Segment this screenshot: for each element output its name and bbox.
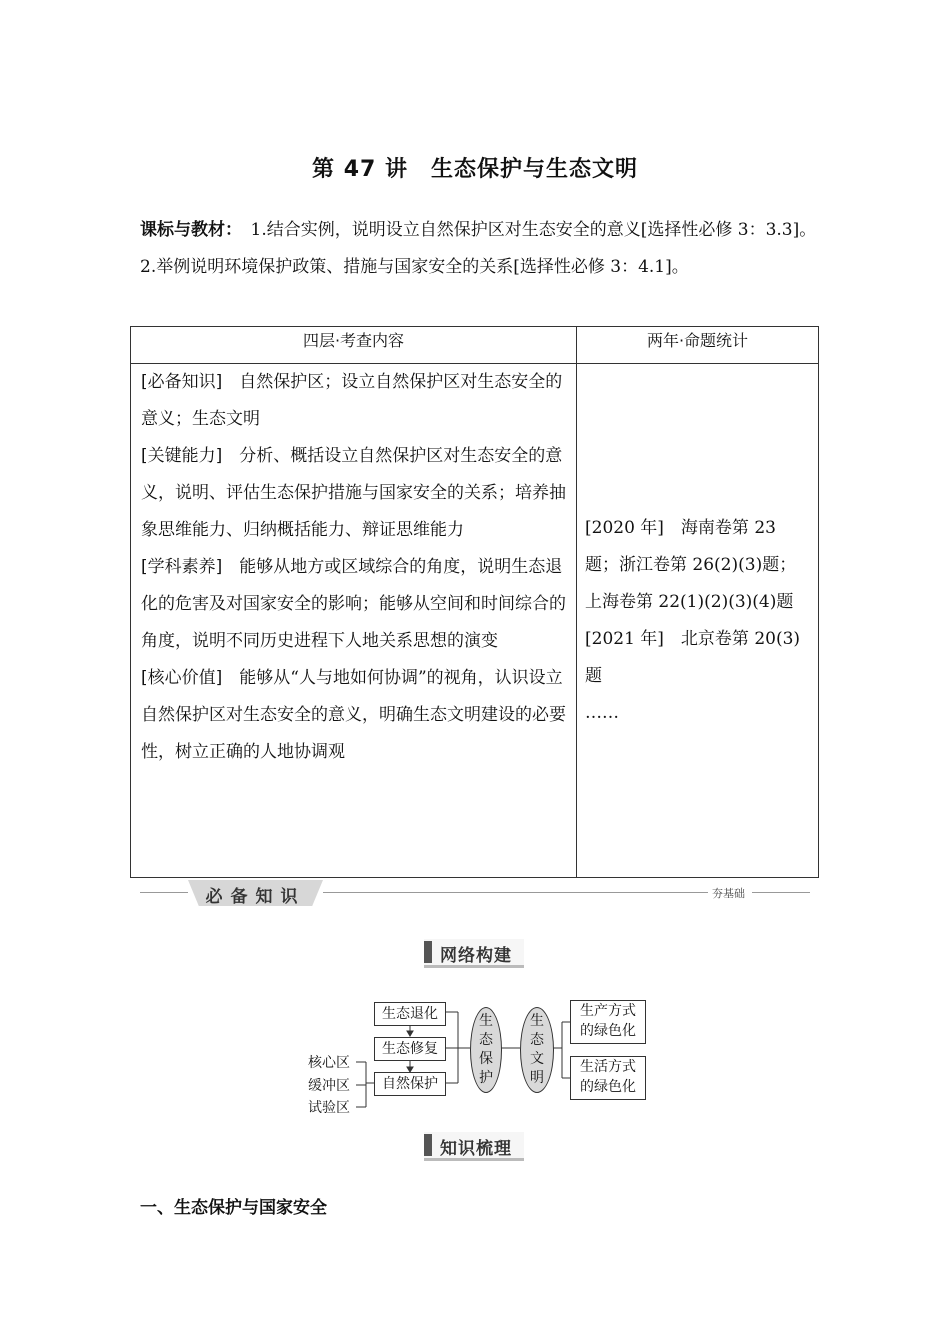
content-item (141, 438, 566, 549)
banner-line-mid (323, 892, 708, 893)
ellipse-ecological-civilization: 生 态 文 明 (520, 1007, 554, 1093)
banner-line-left (140, 892, 188, 893)
content-item (141, 549, 566, 660)
stats-tag: [2021 年] (585, 628, 664, 649)
content-cell (131, 364, 577, 878)
side-label-buffer: 缓冲区 (308, 1078, 350, 1094)
content-item (141, 364, 566, 438)
side-label-core: 核心区 (308, 1055, 350, 1071)
page-title: 第 47 讲 生态保护与生态文明 (312, 157, 638, 182)
network-heading (424, 939, 524, 968)
intro-text: 1.结合实例，说明设立自然保护区对生态安全的意义[选择性必修 3：3.3]。2.举例说明环境保护政策、措施与国家安全的关系[选择性必修 3：4.1]。 (140, 220, 817, 277)
heading-bar-icon (424, 941, 432, 963)
stats-item (585, 621, 810, 695)
knowledge-heading-text: 知识梳理 (440, 1139, 512, 1159)
item-text: 分析、概括设立自然保护区对生态安全的意义，说明、评估生态保护措施与国家安全的关系；培养抽象思维能力、归纳概括能力、辩证思维能力 (141, 446, 566, 540)
section-heading: 一、生态保护与国家安全 (140, 1198, 327, 1218)
heading-bar-icon (424, 1134, 432, 1156)
intro-label: 课标与教材： (140, 220, 234, 240)
diagram-box-ecological-restoration: 生态修复 (374, 1037, 446, 1061)
stats-text: 海南卷第 23 题；浙江卷第 26(2)(3)题；上海卷第 22(1)(2)(3)(4)题 (585, 517, 797, 612)
ellipse-ecological-protection: 生 态 保 护 (470, 1007, 502, 1093)
banner-line-right (752, 892, 810, 893)
item-text: 能够从“人与地如何协调”的视角，认识设立自然保护区对生态安全的意义，明确生态文明建设的必要性，树立正确的人地协调观 (141, 668, 566, 762)
header-right: 两年·命题统计 (577, 327, 819, 364)
diagram-box-life-green: 生活方式 的绿色化 (570, 1056, 646, 1100)
knowledge-heading (424, 1132, 524, 1161)
stats-tag: [2020 年] (585, 517, 664, 538)
item-tag: [关键能力] (141, 446, 223, 466)
item-text: 自然保护区；设立自然保护区对生态安全的意义；生态文明 (141, 372, 563, 429)
diagram-box-ecological-degradation: 生态退化 (374, 1002, 446, 1026)
banner-right-label: 夯基础 (712, 887, 745, 900)
item-text: 能够从地方或区域综合的角度，说明生态退化的危害及对国家安全的影响；能够从空间和时间综合的角度，说明不同历史进程下人地关系思想的演变 (141, 557, 566, 651)
content-item (141, 660, 566, 771)
item-tag: [必备知识] (141, 372, 223, 392)
stats-more: …… (585, 702, 619, 723)
network-heading-text: 网络构建 (440, 946, 512, 966)
curriculum-intro (140, 212, 820, 286)
stats-item (585, 510, 810, 621)
diagram-box-nature-protection: 自然保护 (374, 1072, 446, 1096)
item-tag: [学科素养] (141, 557, 223, 577)
side-label-experimental: 试验区 (308, 1100, 350, 1116)
diagram-box-production-green: 生产方式 的绿色化 (570, 1000, 646, 1044)
item-tag: [核心价值] (141, 668, 223, 688)
stats-text: 北京卷第 20(3) 题 (585, 628, 801, 686)
stats-cell (577, 364, 819, 878)
exam-content-table (130, 326, 819, 878)
banner-label: 必备知识 (205, 887, 306, 907)
header-left: 四层·考查内容 (131, 327, 577, 364)
